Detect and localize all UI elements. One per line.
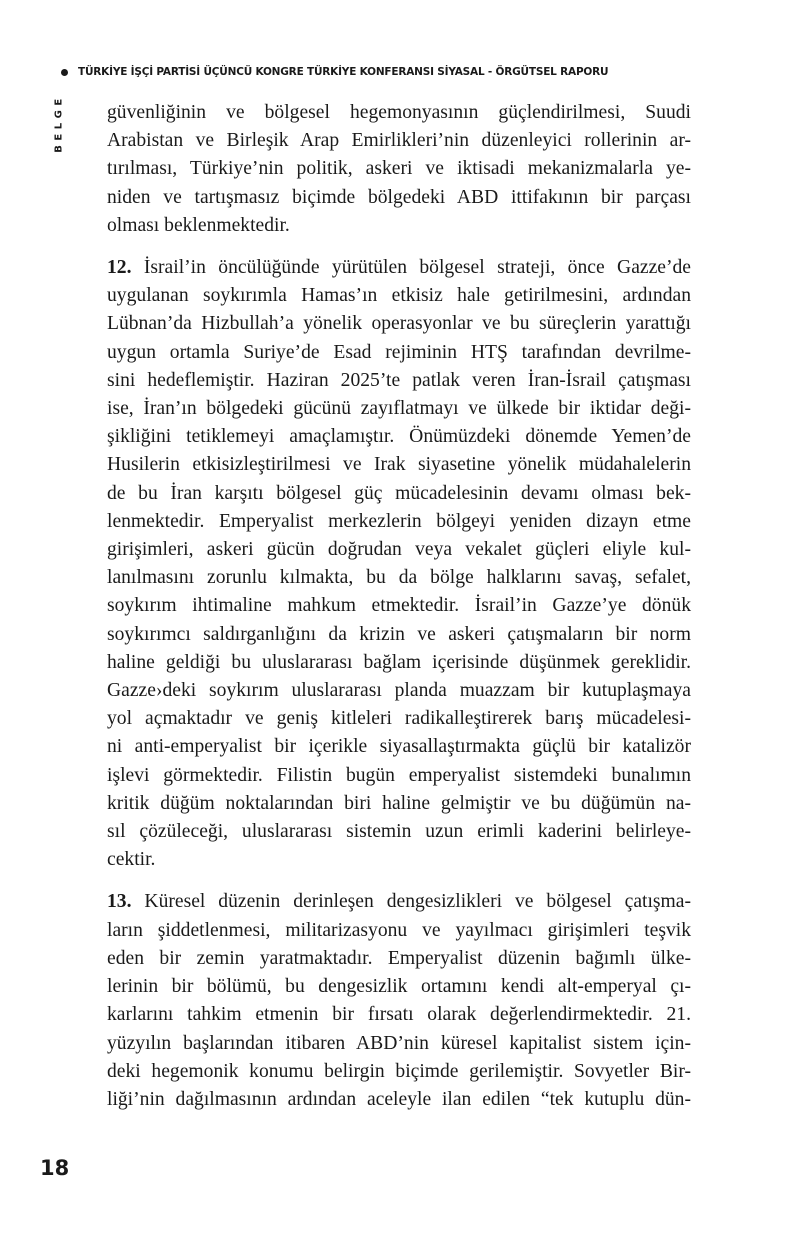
paragraph-12 (107, 254, 691, 874)
running-header (61, 66, 608, 78)
text-line: uygulanan soykırımla Hamas’ın etkisiz hale getirilmesini, ardından (107, 285, 691, 307)
text-line: Gazze›deki soykırım uluslararası planda muazzam bir kutuplaşmaya (107, 680, 691, 702)
text-line: lanılmasını zorunlu kılmakta, bu da bölge halklarını savaş, sefalet, (107, 567, 691, 589)
text-line: Arabistan ve Birleşik Arap Emirlikleri’nin düzenleyici rollerinin ar- (107, 130, 691, 152)
text-line: kritik düğüm noktalarından biri haline gelmiştir ve bu düğümün na- (107, 792, 691, 814)
text-line: olması beklenmektedir. (107, 214, 290, 236)
text-line: niden ve tartışmasız biçimde bölgedeki ABD ittifakının bir parçası (107, 186, 691, 208)
text-line-first (107, 254, 691, 282)
paragraph-continuation (107, 99, 691, 240)
paragraph-number: 12. (107, 257, 132, 279)
paragraph-13 (107, 888, 691, 1114)
bullet-icon (61, 69, 68, 76)
page-number: 18 (40, 1156, 70, 1180)
text-line: lerinin bir bölümü, bu dengesizlik ortamını kendi alt-emperyal çı- (107, 976, 691, 998)
text-line: yüzyılın başlarından itibaren ABD’nin küresel kapitalist sistem için- (107, 1032, 691, 1054)
text-line: haline geldiği bu uluslararası bağlam içerisinde düşünmek gereklidir. (107, 651, 691, 673)
text-line: soykırım ihtimaline mahkum etmektedir. İsrail’in Gazze’ye dönük (107, 595, 691, 617)
text-line: işlevi görmektedir. Filistin bugün emperyalist sistemdeki bunalımın (107, 764, 691, 786)
text-line: cektir. (107, 849, 156, 871)
text-line: de bu İran karşıtı bölgesel güç mücadelesinin devamı olması bek- (107, 482, 691, 504)
text-line-first (107, 888, 691, 916)
text-line-content: Küresel düzenin derinleşen dengesizlikleri ve bölgesel çatışma- (131, 891, 691, 913)
text-line: girişimleri, askeri gücün doğrudan veya vekalet güçleri eliyle kul- (107, 539, 691, 561)
paragraph-number: 13. (107, 891, 132, 913)
text-line: ların şiddetlenmesi, militarizasyonu ve yayılmacı girişimleri teşvik (107, 919, 691, 941)
text-line: soykırımcı saldırganlığını da krizin ve askeri çatışmaların bir norm (107, 623, 691, 645)
side-label-text: BELGE (53, 94, 65, 153)
text-line: sıl çözüleceği, uluslararası sistemin uzun erimli kaderini belirleye- (107, 821, 691, 843)
text-line: lenmektedir. Emperyalist merkezlerin bölgeyi yeniden dizayn etme (107, 510, 691, 532)
body-text (107, 99, 691, 1128)
text-line: yol açmaktadır ve geniş kitleleri radikalleştirerek barış mücadelesi- (107, 708, 691, 730)
text-line: şikliğini tetiklemeyi amaçlamıştır. Önümüzdeki dönemde Yemen’de (107, 426, 691, 448)
text-line: deki hegemonik konumu belirgin biçimde gerilemiştir. Sovyetler Bir- (107, 1060, 691, 1082)
text-line: Lübnan’da Hizbullah’a yönelik operasyonlar ve bu süreçlerin yarattığı (107, 313, 691, 335)
text-line: liği’nin dağılmasının ardından aceleyle ilan edilen “tek kutuplu dün- (107, 1088, 691, 1110)
text-line: ise, İran’ın bölgedeki gücünü zayıflatmayı ve ülkede bir iktidar deği- (107, 398, 691, 420)
text-line: eden bir zemin yaratmaktadır. Emperyalist düzenin bağımlı ülke- (107, 947, 691, 969)
text-line: karlarını tahkim etmenin bir fırsatı olarak değerlendirmektedir. 21. (107, 1004, 691, 1026)
text-line-content: İsrail’in öncülüğünde yürütülen bölgesel strateji, önce Gazze’de (131, 257, 691, 279)
text-line: tırılması, Türkiye’nin politik, askeri ve iktisadi mekanizmalarla ye- (107, 158, 691, 180)
text-line: güvenliğinin ve bölgesel hegemonyasının güçlendirilmesi, Suudi (107, 102, 691, 123)
text-line: sini hedeflemiştir. Haziran 2025’te patlak veren İran-İsrail çatışması (107, 369, 691, 391)
side-section-label (50, 96, 68, 156)
text-line: ni anti-emperyalist bir içerikle siyasallaştırmakta güçlü bir katalizör (107, 736, 691, 758)
text-line: Husilerin etkisizleştirilmesi ve Irak siyasetine yönelik müdahalelerin (107, 454, 691, 476)
running-title: TÜRKİYE İŞÇİ PARTİSİ ÜÇÜNCÜ KONGRE TÜRKİYE KONFERANSI SİYASAL - ÖRGÜTSEL RAPORU (78, 66, 609, 78)
text-line: uygun ortamla Suriye’de Esad rejiminin HTŞ tarafından devrilme- (107, 341, 691, 363)
